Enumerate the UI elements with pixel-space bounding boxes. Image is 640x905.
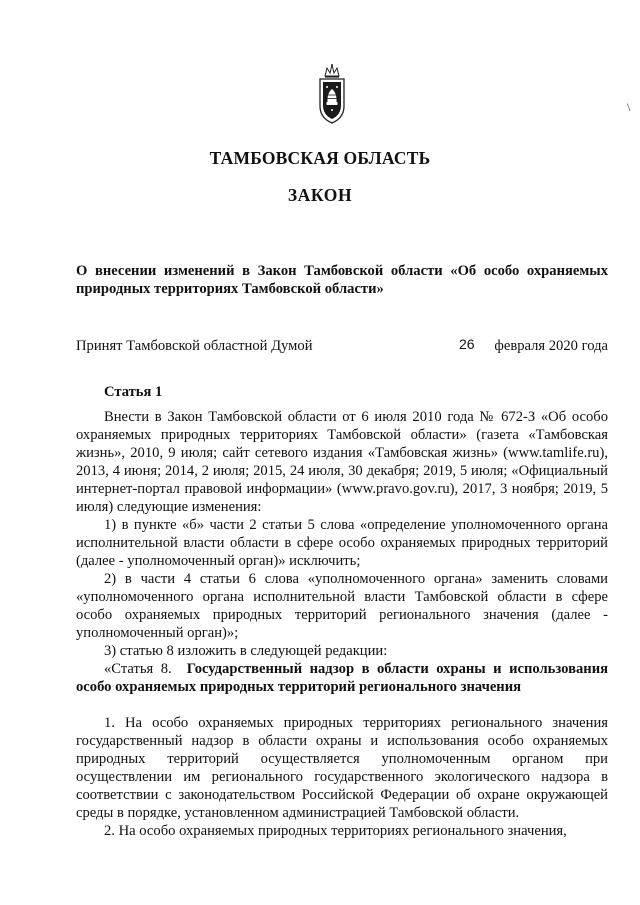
document-type-heading: ЗАКОН [287, 185, 353, 205]
paragraph-article-8-part-1: 1. На особо охраняемых природных территориях регионального значения государственный надзор в области охраны и использования особо охраняемых природных территорий осуществляется уполномоченным органом при осуществлении им регионального государственного экологического надзора в соответствии с законодательством Российской Федерации об охране окружающей среды в порядке, установленном администрацией Тамбовской области. [76, 715, 608, 821]
spacer [76, 696, 608, 714]
adoption-label: Принят Тамбовской областной Думой [76, 338, 313, 354]
article-heading: Статья 1 [104, 384, 163, 400]
paragraph-item-3: 3) статью 8 изложить в следующей редакции: [104, 643, 388, 659]
adoption-day: 26 [459, 336, 475, 352]
article-8-prefix: «Статья 8. [104, 661, 172, 677]
article-body [76, 408, 608, 840]
article-8-heading [76, 660, 608, 696]
coat-of-arms-emblem [316, 62, 348, 126]
margin-mark: \ [627, 100, 631, 114]
law-title: О внесении изменений в Закон Тамбовской области «Об особо охраняемых природных территориях Тамбовской области» [76, 263, 608, 297]
paragraph-intro: Внести в Закон Тамбовской области от 6 июля 2010 года № 672-З «Об особо охраняемых природных территориях Тамбовской области» (газета «Тамбовская жизнь», 2010, 9 июля; сайт сетевого издания «Тамбовская жизнь» (www.tamlife.ru), 2013, 4 июня; 2014, 2 июля; 2015, 24 июля, 30 декабря; 2019, 5 июля; «Официальный интернет-портал правовой информации» (www.pravo.gov.ru), 2017, 3 ноября; 2019, 5 июля) следующие изменения: [76, 409, 608, 515]
paragraph-article-8-part-2: 2. На особо охраняемых природных территориях регионального значения, [104, 823, 567, 839]
paragraph-item-2: 2) в части 4 статьи 6 слова «уполномоченного органа» заменить словами «уполномоченного органа исполнительной власти Тамбовской области в сфере особо охраняемых природных территорий регионального значения (далее - уполномоченный орган)»; [76, 571, 608, 641]
adoption-line [76, 338, 608, 356]
paragraph-item-1: 1) в пункте «б» части 2 статьи 5 слова «определение уполномоченного органа исполнительной власти области в сфере особо охраняемых природных территорий (далее - уполномоченный орган)» исключить; [76, 517, 608, 569]
region-heading: ТАМБОВСКАЯ ОБЛАСТЬ [209, 148, 431, 168]
article-8-title: Государственный надзор в области охраны и использования особо охраняемых природных территорий регионального значения [76, 661, 608, 695]
adoption-date: февраля 2020 года [494, 338, 608, 354]
